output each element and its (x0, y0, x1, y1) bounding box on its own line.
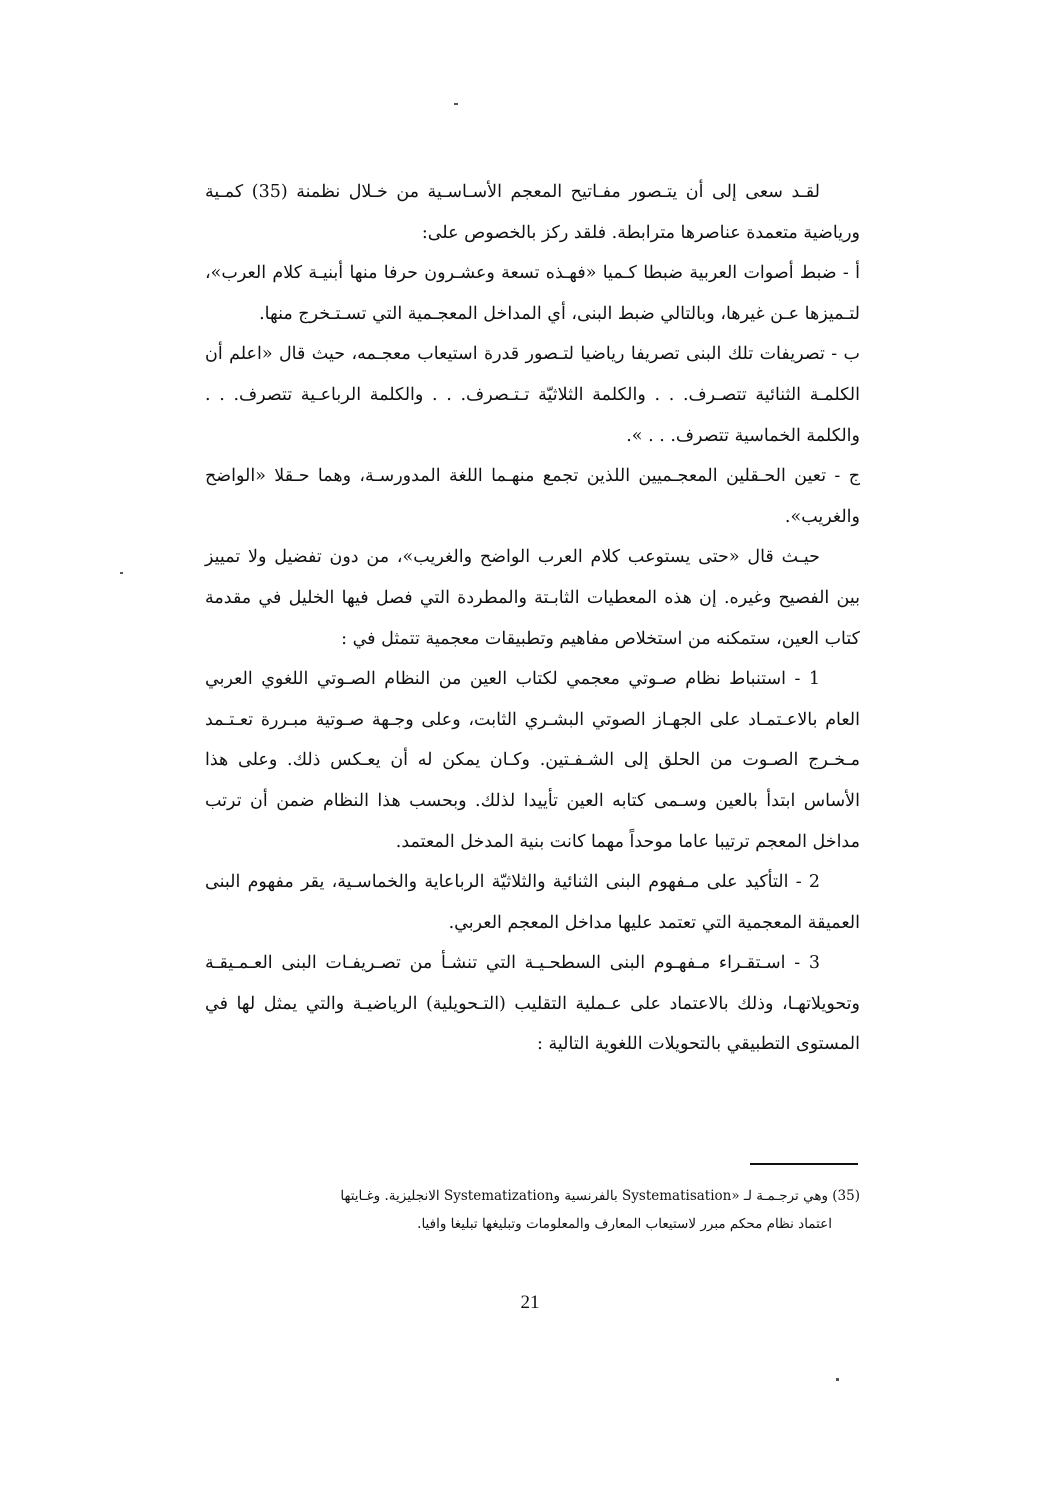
point-alif-paragraph: أ - ضبط أصوات العربية ضبطا كـميا «فهـذه تسعة وعشـرون حرفا منها أبنيـة كلام العرب»، لتـميزها عـن غيرها، وبالتالي ضبط البنى، أي المداخل المعجـمية التي تسـتـخرج منها. (205, 263, 860, 324)
footnote-line-2: اعتماد نظام محكم مبرر لاستيعاب المعارف والمعلومات وتبليغها تبليغا وافيا. (417, 1216, 832, 1232)
context-paragraph: حيـث قال «حتى يستوعب كلام العرب الواضح والغريب»، من دون تفضيل ولا تمييز بين الفصيح وغيره. إن هذه المعطيات الثابـتة والمطردة التي فصل فيها الخليل في مقدمة كتاب العين، ستمكنه من استخلاص مفاهيم وتطبيقات معجمية تتمثل في : (205, 547, 860, 649)
scan-speck (120, 572, 123, 574)
scan-speck (836, 1378, 839, 1381)
point-ba-paragraph: ب - تصريفات تلك البنى تصريفا رياضيا لتـصور قدرة استيعاب معجـمه، حيث قال «اعلم أن الكلمـة الثنائية تتصـرف. . . والكلمة الثلاثيّة تـتـصرف. . . والكلمة الرباعـية تتصرف. . . والكلمة الخماسية تتصرف. . . ». (205, 344, 860, 446)
item-3-paragraph: 3 - اسـتقـراء مـفهـوم البنى السطحـيـة التي تنشـأ من تصـريفـات البنى العـمـيقـة وتحويلاتهـا، وذلك بالاعتماد على عـملية التقليب (التـحويلية) الرياضيـة والتي يمثل لها في المستوى التطبيقي بالتحويلات اللغوية التالية : (205, 953, 860, 1055)
item-2-paragraph: 2 - التأكيد على مـفهوم البنى الثنائية والثلاثيّة الرباعاية والخماسـية، يقر مفهوم البنى العميقة المعجمية التي تعتمد عليها مداخل المعجم العربي. (205, 872, 860, 933)
footnote-separator (750, 1163, 858, 1165)
footnote (205, 1182, 860, 1238)
intro-paragraph: لقـد سعى إلى أن يتـصور مفـاتيح المعجم الأسـاسـية من خـلال نظمنة (35) كمـية ورياضية متعمدة عناصرها مترابطة. فلقد ركز بالخصوص على: (205, 182, 860, 243)
scan-speck (454, 103, 458, 105)
item-1-paragraph: 1 - استنباط نظام صـوتي معجمي لكتاب العين من النظام الصـوتي اللغوي العربي العام بالاعـتمـاد على الجهـاز الصوتي البشـري الثابت، وعلى وجـهة صـوتية مبـررة تعـتـمد مـخـرج الصـوت من الحلق إلى الشـفـتين. وكـان يمكن له أن يعـكس ذلك. وعلى هذا الأساس ابتدأ بالعين وسـمى كتابه العين تأييدا لذلك. وبحسب هذا النظام ضمن أن ترتب مداخل المعجم ترتيبا عاما موحداً مهما كانت بنية المدخل المعتمد. (205, 669, 860, 852)
main-text (205, 172, 860, 1065)
page-number: 21 (520, 1292, 540, 1313)
point-jim-paragraph: ج - تعين الحـقلين المعجـميين اللذين تجمع منهـما اللغة المدورسـة، وهما حـقلا «الواضح والغريب». (205, 466, 860, 527)
footnote-line-1: (35) وهي ترجـمـة لـ «Systematisation بالفرنسية وSystematization الانجليزية. وغـايتها (340, 1188, 860, 1204)
